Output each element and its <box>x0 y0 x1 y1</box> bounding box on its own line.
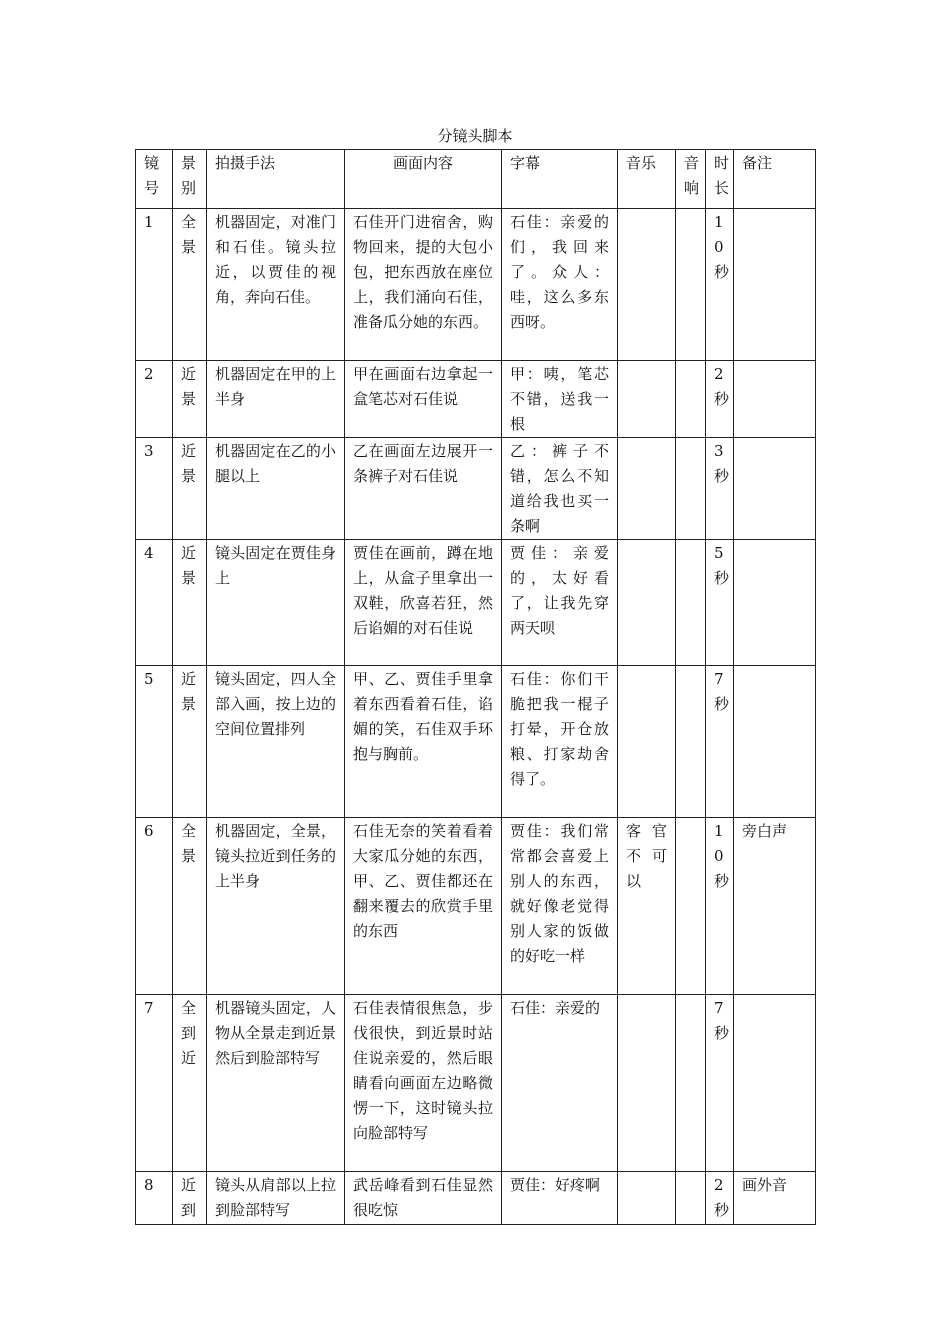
cell-music <box>618 995 676 1172</box>
header-sound: 音响 <box>676 150 706 209</box>
cell-content: 甲在画面右边拿起一盒笔芯对石佳说 <box>345 361 502 438</box>
header-music: 音乐 <box>618 150 676 209</box>
cell-num: 6 <box>136 818 173 995</box>
cell-num: 8 <box>136 1172 173 1225</box>
cell-num: 1 <box>136 209 173 361</box>
cell-sound <box>676 818 706 995</box>
cell-note <box>734 540 816 666</box>
cell-scene: 近到 <box>173 1172 207 1225</box>
cell-music <box>618 361 676 438</box>
cell-method: 机器固定在甲的上半身 <box>207 361 345 438</box>
cell-music <box>618 540 676 666</box>
cell-num: 5 <box>136 666 173 818</box>
cell-duration: 10秒 <box>706 209 734 361</box>
cell-method: 机器固定，对准门和石佳。镜头拉近，以贾佳的视角，奔向石佳。 <box>207 209 345 361</box>
cell-duration: 2秒 <box>706 1172 734 1225</box>
table-row <box>136 666 816 818</box>
table-row <box>136 818 816 995</box>
cell-music <box>618 209 676 361</box>
document-title: 分镜头脚本 <box>437 127 513 145</box>
cell-method: 镜头固定在贾佳身上 <box>207 540 345 666</box>
table-row <box>136 1172 816 1225</box>
cell-note <box>734 438 816 540</box>
cell-scene: 全到近 <box>173 995 207 1172</box>
cell-duration: 7秒 <box>706 666 734 818</box>
header-scene: 景别 <box>173 150 207 209</box>
cell-scene: 近景 <box>173 438 207 540</box>
header-content: 画面内容 <box>345 150 502 209</box>
cell-content: 石佳表情很焦急，步伐很快，到近景时站住说亲爱的，然后眼睛看向画面左边略微愣一下，这时镜头拉向脸部特写 <box>345 995 502 1172</box>
cell-duration: 5秒 <box>706 540 734 666</box>
cell-content: 武岳峰看到石佳显然很吃惊 <box>345 1172 502 1225</box>
cell-sound <box>676 361 706 438</box>
cell-num: 4 <box>136 540 173 666</box>
cell-scene: 近景 <box>173 361 207 438</box>
cell-content: 甲、乙、贾佳手里拿着东西看着石佳，谄媚的笑，石佳双手环抱与胸前。 <box>345 666 502 818</box>
cell-music <box>618 438 676 540</box>
cell-sound <box>676 995 706 1172</box>
table-row <box>136 209 816 361</box>
cell-sound <box>676 666 706 818</box>
cell-music <box>618 1172 676 1225</box>
cell-content: 石佳无奈的笑着看着大家瓜分她的东西，甲、乙、贾佳都还在翻来覆去的欣赏手里的东西 <box>345 818 502 995</box>
cell-subtitle: 石佳：亲爱的们，我回来了。众人：哇，这么多东西呀。 <box>502 209 618 361</box>
header-method: 拍摄手法 <box>207 150 345 209</box>
header-num: 镜号 <box>136 150 173 209</box>
cell-duration: 10秒 <box>706 818 734 995</box>
storyboard-table <box>135 149 816 1225</box>
header-subtitle: 字幕 <box>502 150 618 209</box>
cell-sound <box>676 438 706 540</box>
cell-content: 乙在画面左边展开一条裤子对石佳说 <box>345 438 502 540</box>
cell-note <box>734 361 816 438</box>
cell-subtitle: 贾佳：好疼啊 <box>502 1172 618 1225</box>
cell-music: 客官不可以 <box>618 818 676 995</box>
table-row <box>136 995 816 1172</box>
cell-scene: 全景 <box>173 209 207 361</box>
cell-subtitle: 甲：咦，笔芯不错，送我一根 <box>502 361 618 438</box>
cell-subtitle: 石佳：亲爱的 <box>502 995 618 1172</box>
cell-note <box>734 666 816 818</box>
cell-content: 贾佳在画前，蹲在地上，从盒子里拿出一双鞋，欣喜若狂，然后谄媚的对石佳说 <box>345 540 502 666</box>
cell-num: 3 <box>136 438 173 540</box>
cell-method: 机器镜头固定，人物从全景走到近景然后到脸部特写 <box>207 995 345 1172</box>
table-row <box>136 361 816 438</box>
cell-sound <box>676 1172 706 1225</box>
cell-music <box>618 666 676 818</box>
cell-subtitle: 乙：裤子不错，怎么不知道给我也买一条啊 <box>502 438 618 540</box>
cell-note: 画外音 <box>734 1172 816 1225</box>
table-row <box>136 540 816 666</box>
cell-subtitle: 石佳：你们干脆把我一棍子打晕，开仓放粮、打家劫舍得了。 <box>502 666 618 818</box>
header-note: 备注 <box>734 150 816 209</box>
cell-method: 镜头从肩部以上拉到脸部特写 <box>207 1172 345 1225</box>
cell-method: 机器固定，全景，镜头拉近到任务的上半身 <box>207 818 345 995</box>
cell-duration: 3秒 <box>706 438 734 540</box>
table-row <box>136 438 816 540</box>
cell-scene: 全景 <box>173 818 207 995</box>
cell-subtitle: 贾佳：我们常常都会喜爱上别人的东西，就好像老觉得别人家的饭做的好吃一样 <box>502 818 618 995</box>
cell-duration: 7秒 <box>706 995 734 1172</box>
cell-content: 石佳开门进宿舍，购物回来，提的大包小包，把东西放在座位上，我们涌向石佳，准备瓜分她的东西。 <box>345 209 502 361</box>
cell-sound <box>676 209 706 361</box>
cell-num: 7 <box>136 995 173 1172</box>
cell-note <box>734 209 816 361</box>
cell-scene: 近景 <box>173 540 207 666</box>
header-row <box>136 150 816 209</box>
cell-scene: 近景 <box>173 666 207 818</box>
cell-sound <box>676 540 706 666</box>
cell-subtitle: 贾佳：亲爱的，太好看了，让我先穿两天呗 <box>502 540 618 666</box>
cell-note: 旁白声 <box>734 818 816 995</box>
cell-note <box>734 995 816 1172</box>
header-duration: 时长 <box>706 150 734 209</box>
cell-duration: 2秒 <box>706 361 734 438</box>
cell-num: 2 <box>136 361 173 438</box>
cell-method: 镜头固定，四人全部入画，按上边的空间位置排列 <box>207 666 345 818</box>
cell-method: 机器固定在乙的小腿以上 <box>207 438 345 540</box>
